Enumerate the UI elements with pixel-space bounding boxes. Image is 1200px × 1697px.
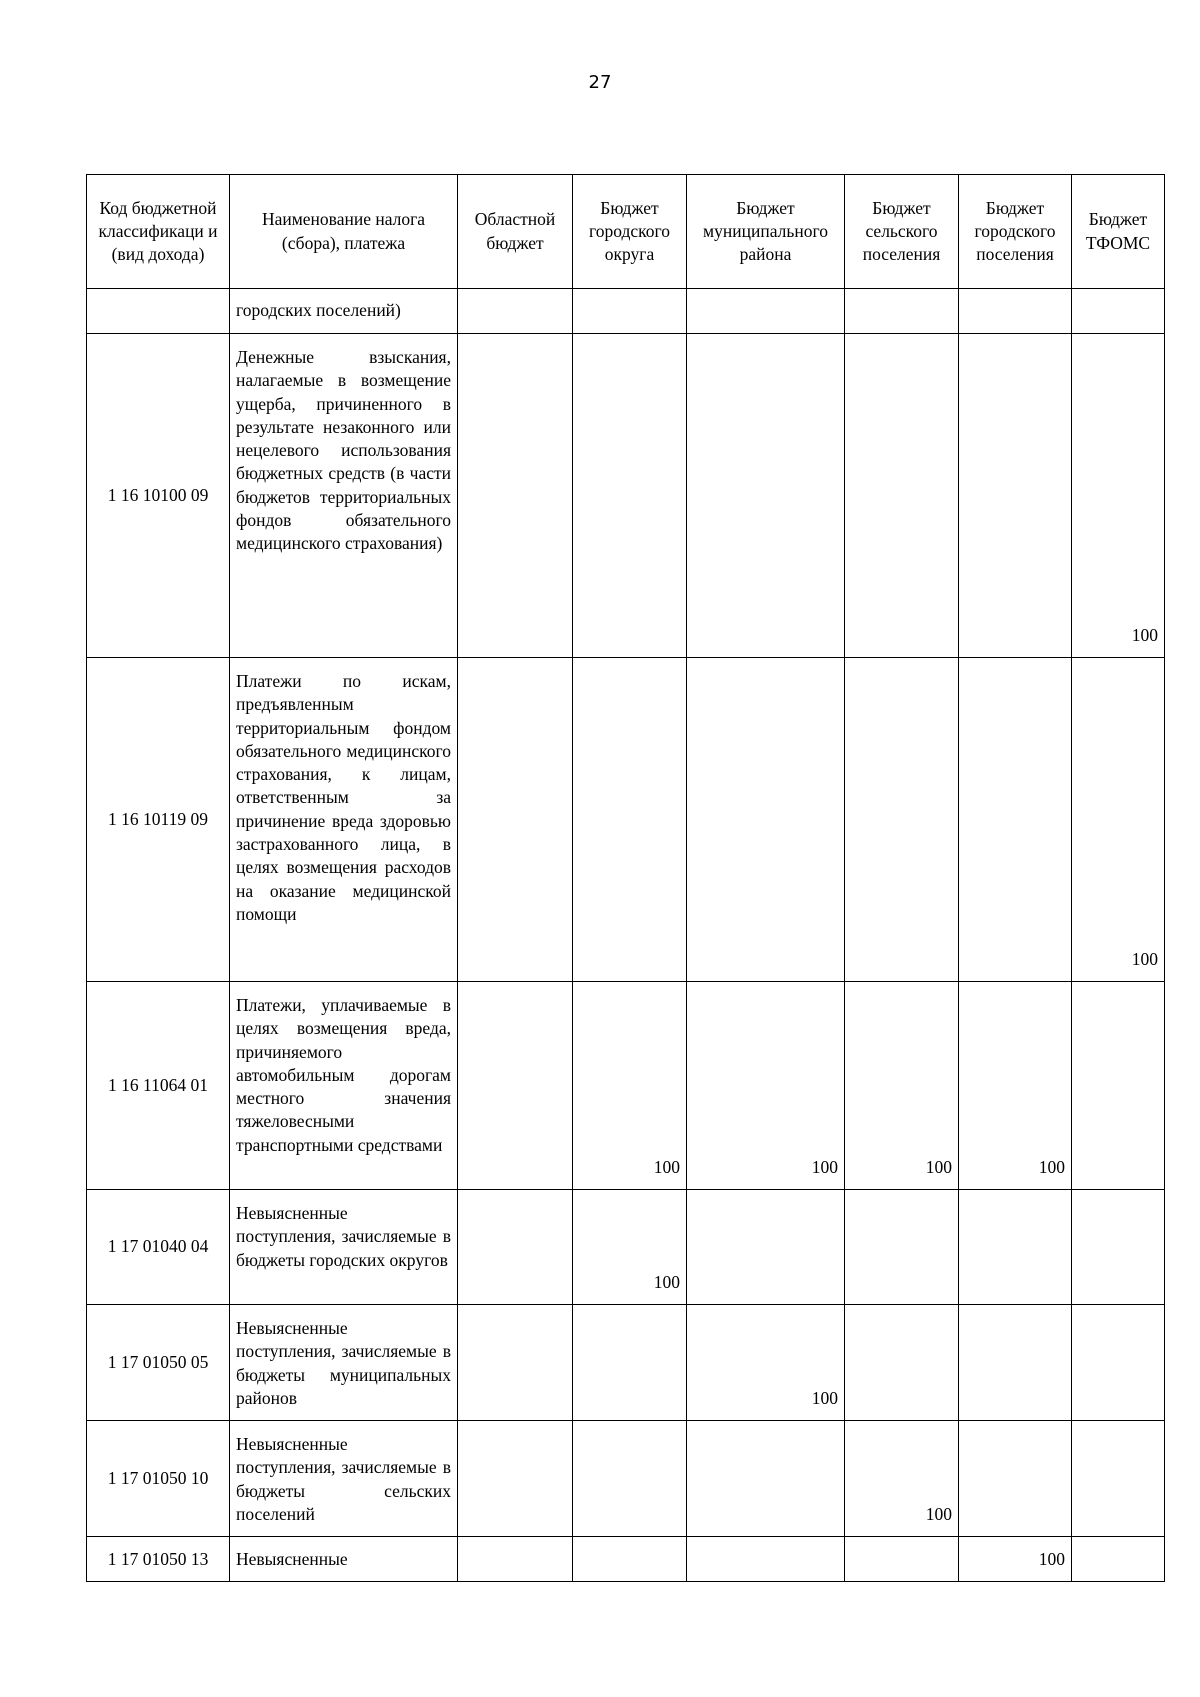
header-regional-budget: Областной бюджет [458,175,573,289]
row-name: Невыясненные поступления, зачисляемые в бюджеты сельских поселений [230,1421,458,1537]
row-value-urban-settlement [959,658,1072,982]
budget-revenue-table [86,174,1165,1582]
row-name: Платежи, уплачиваемые в целях возмещения вреда, причиняемого автомобильным дорогам местного значения тяжеловесными транспортными средствами [230,982,458,1190]
row-value-municipal-district [687,1190,845,1305]
row-value-municipal-district: 100 [687,982,845,1190]
header-city-district-budget: Бюджет городского округа [573,175,687,289]
row-value-city-district: 100 [573,982,687,1190]
row-value-urban-settlement [959,289,1072,334]
table-row [87,1537,1165,1582]
header-code: Код бюджетной классификаци и (вид дохода) [87,175,230,289]
row-code: 1 17 01040 04 [87,1190,230,1305]
row-value-urban-settlement [959,1305,1072,1421]
row-value-regional [458,1537,573,1582]
row-value-city-district [573,289,687,334]
page-number: 27 [588,72,612,93]
row-value-tfoms [1072,1537,1165,1582]
row-name: Невыясненные поступления, зачисляемые в бюджеты муниципальных районов [230,1305,458,1421]
row-value-rural-settlement [845,658,959,982]
header-municipal-district-budget: Бюджет муниципального района [687,175,845,289]
header-name: Наименование налога (сбора), платежа [230,175,458,289]
row-value-rural-settlement [845,334,959,658]
table-header-row [87,175,1165,289]
row-value-urban-settlement: 100 [959,1537,1072,1582]
row-code [87,289,230,334]
row-value-regional [458,1305,573,1421]
row-value-urban-settlement [959,1190,1072,1305]
table-row [87,1190,1165,1305]
row-value-urban-settlement: 100 [959,982,1072,1190]
row-value-regional [458,982,573,1190]
row-name: Невыясненные поступления, зачисляемые в бюджеты городских округов [230,1190,458,1305]
table-row [87,334,1165,658]
row-value-regional [458,334,573,658]
row-code: 1 17 01050 13 [87,1537,230,1582]
row-value-tfoms [1072,1190,1165,1305]
row-code: 1 17 01050 10 [87,1421,230,1537]
row-value-rural-settlement [845,1537,959,1582]
row-code: 1 17 01050 05 [87,1305,230,1421]
row-name: Денежные взыскания, налагаемые в возмещение ущерба, причиненного в результате незаконного или нецелевого использования бюджетных средств (в части бюджетов территориальных фондов обязательного медицинского страхования) [230,334,458,658]
row-value-tfoms [1072,1305,1165,1421]
row-value-regional [458,289,573,334]
row-value-city-district [573,1305,687,1421]
row-value-rural-settlement: 100 [845,1421,959,1537]
table-row [87,982,1165,1190]
row-value-municipal-district [687,1537,845,1582]
row-code: 1 16 10100 09 [87,334,230,658]
row-value-municipal-district [687,1421,845,1537]
row-value-rural-settlement [845,1190,959,1305]
row-code: 1 16 11064 01 [87,982,230,1190]
row-value-municipal-district [687,334,845,658]
row-value-municipal-district [687,658,845,982]
row-value-regional [458,1190,573,1305]
row-name: городских поселений) [230,289,458,334]
row-value-regional [458,658,573,982]
row-value-urban-settlement [959,1421,1072,1537]
header-urban-settlement-budget: Бюджет городского поселения [959,175,1072,289]
table-row [87,289,1165,334]
header-tfoms-budget: Бюджет ТФОМС [1072,175,1165,289]
row-value-tfoms: 100 [1072,658,1165,982]
row-value-municipal-district [687,289,845,334]
row-value-city-district [573,334,687,658]
header-rural-settlement-budget: Бюджет сельского поселения [845,175,959,289]
row-value-rural-settlement [845,1305,959,1421]
row-value-tfoms: 100 [1072,334,1165,658]
row-name: Платежи по искам, предъявленным территориальным фондом обязательного медицинского страхования, к лицам, ответственным за причинение вреда здоровью застрахованного лица, в целях возмещения расходов на оказание медицинской помощи [230,658,458,982]
row-name: Невыясненные [230,1537,458,1582]
row-value-city-district [573,658,687,982]
row-value-rural-settlement [845,289,959,334]
row-value-urban-settlement [959,334,1072,658]
row-value-city-district: 100 [573,1190,687,1305]
row-value-tfoms [1072,289,1165,334]
row-value-tfoms [1072,982,1165,1190]
row-code: 1 16 10119 09 [87,658,230,982]
table-row [87,1421,1165,1537]
row-value-regional [458,1421,573,1537]
row-value-city-district [573,1421,687,1537]
row-value-municipal-district: 100 [687,1305,845,1421]
row-value-city-district [573,1537,687,1582]
table-row [87,1305,1165,1421]
table-row [87,658,1165,982]
row-value-rural-settlement: 100 [845,982,959,1190]
row-value-tfoms [1072,1421,1165,1537]
